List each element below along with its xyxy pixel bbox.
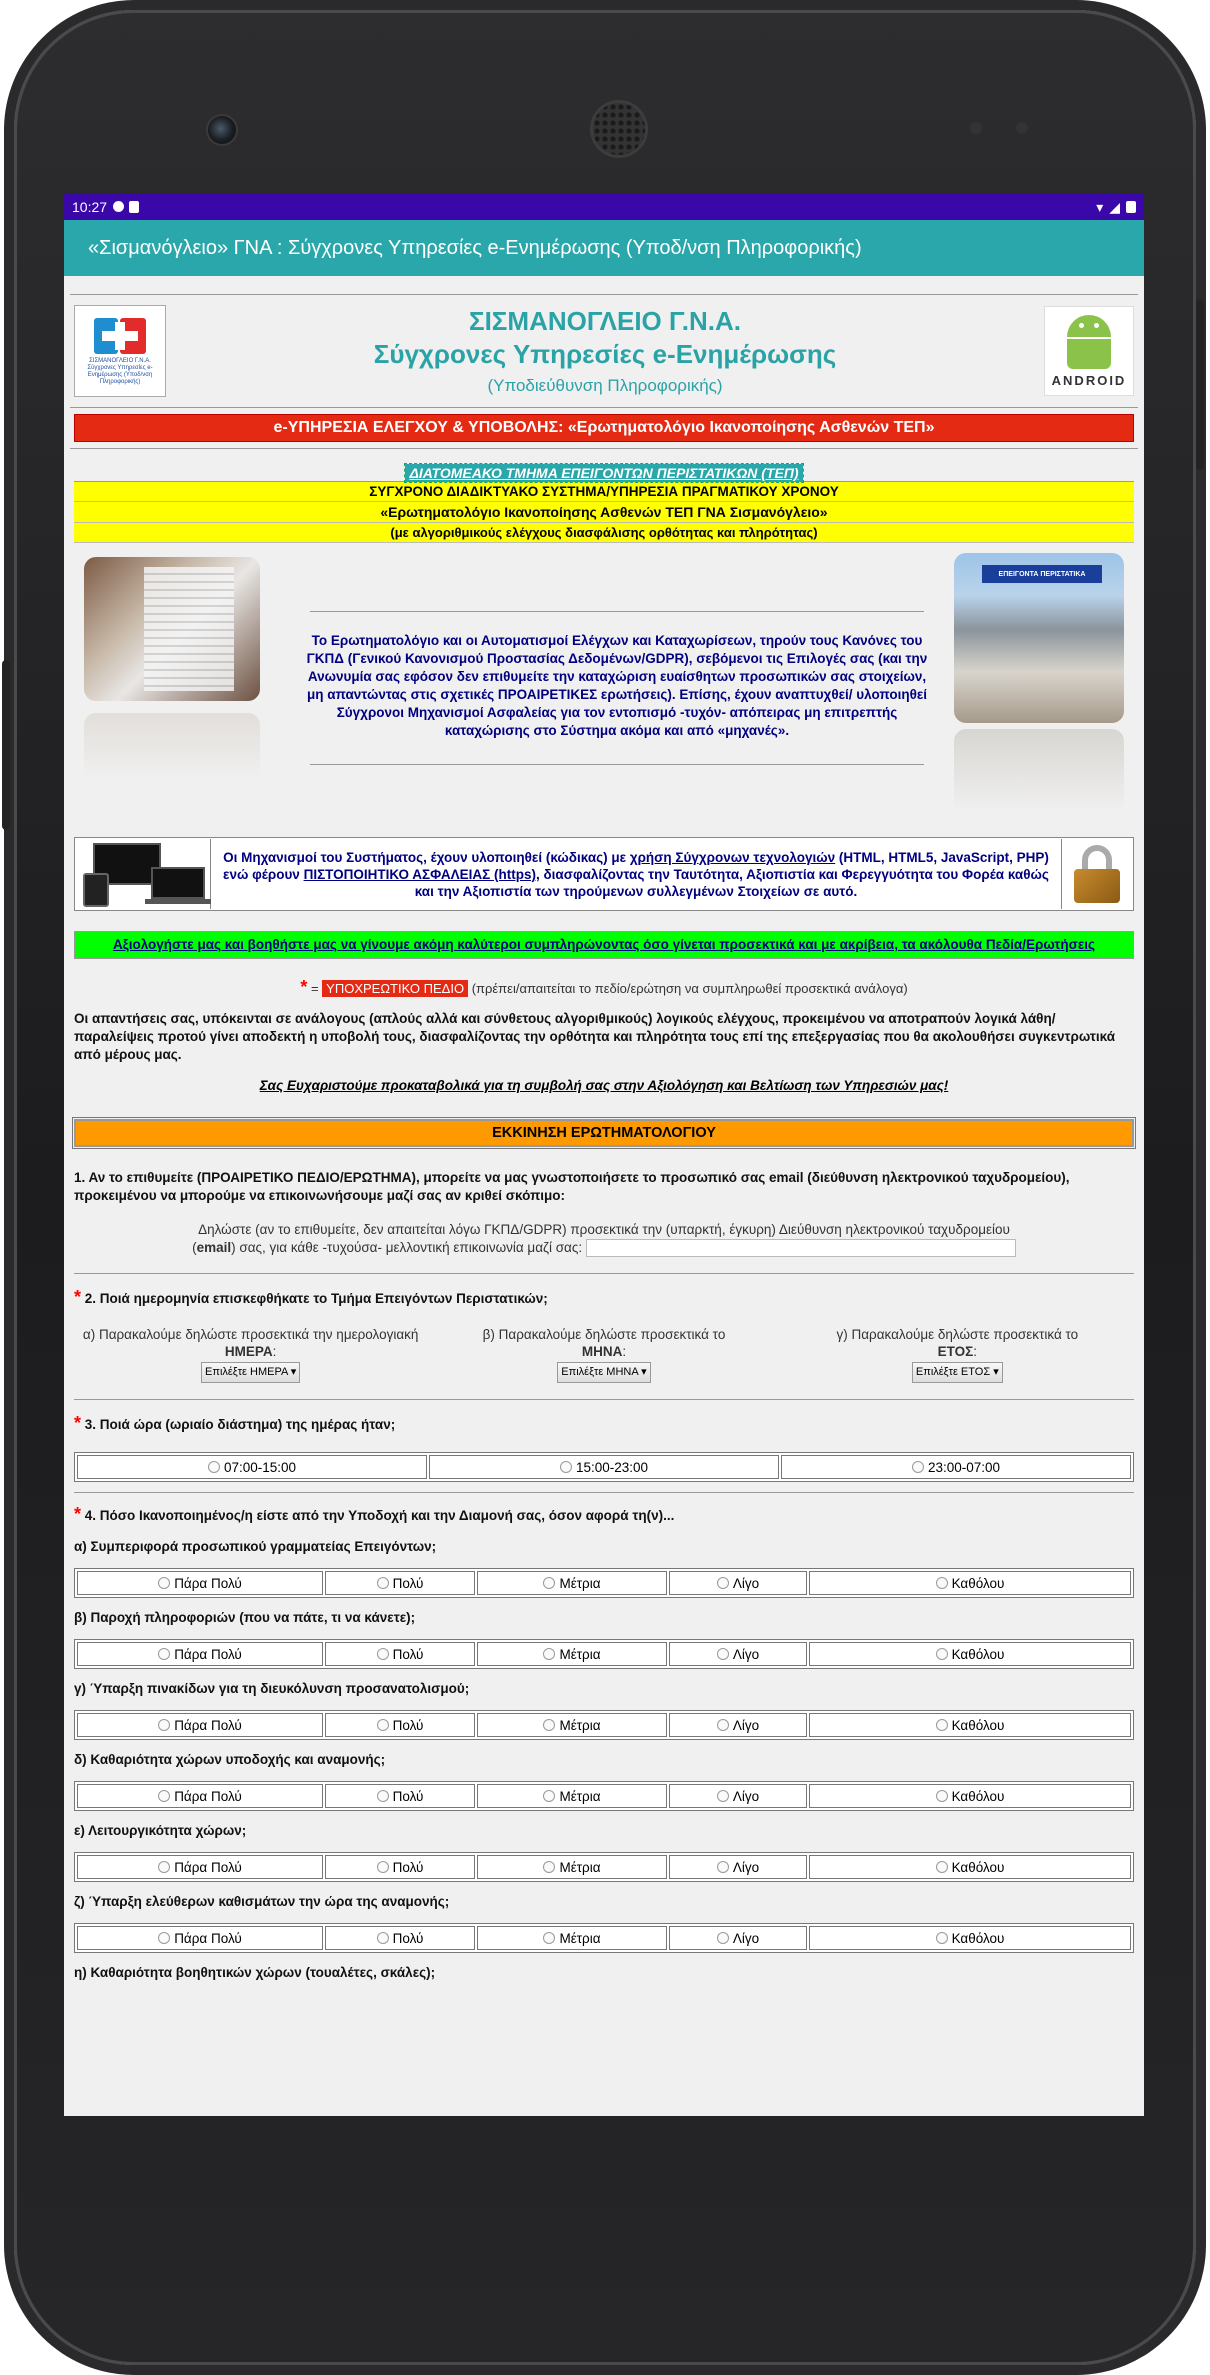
rating-item-label: δ) Καθαριότητα χώρων υποδοχής και αναμονής; (74, 1752, 386, 1768)
radio-icon[interactable] (936, 1790, 948, 1802)
radio-icon[interactable] (936, 1861, 948, 1873)
radio-icon[interactable] (158, 1648, 170, 1660)
thanks-note: Σας Ευχαριστούμε προκαταβολικά για τη συμβολή σας στην Αξιολόγηση και Βελτίωση των Υπηρεσιών μας! (259, 1078, 949, 1093)
radio-icon[interactable] (936, 1719, 948, 1731)
er-entrance-photo-reflection (954, 729, 1124, 821)
radio-icon[interactable] (543, 1861, 555, 1873)
site-title (374, 306, 837, 396)
system-info-line3: (με αλγοριθμικούς ελέγχους διασφάλισης ορθότητας και πληρότητας) (74, 523, 1134, 543)
app-bar (64, 220, 1144, 276)
radio-icon[interactable] (377, 1719, 389, 1731)
rating-item-label: α) Συμπεριφορά προσωπικού γραμματείας Επειγόντων; (74, 1539, 437, 1555)
rating-option[interactable]: Καθόλου (809, 1571, 1131, 1595)
padlock-icon (1061, 839, 1133, 909)
rating-option[interactable]: Λίγο (669, 1642, 807, 1666)
time-option[interactable]: 15:00-23:00 (429, 1455, 779, 1479)
rating-option[interactable]: Πάρα Πολύ (77, 1855, 323, 1879)
year-group: γ) Παρακαλούμε δηλώστε προσεκτικά το ΕΤΟΣ: Επιλέξτε ΕΤΟΣ ▾ (781, 1326, 1134, 1383)
rating-option[interactable]: Μέτρια (477, 1855, 667, 1879)
earpiece-speaker (590, 100, 648, 158)
question-4-title: * 4. Πόσο Ικανοποιημένος/η είστε από την Υποδοχή και την Διαμονή σας, όσον αφορά τη(ν)... (74, 1504, 675, 1525)
rating-option[interactable]: Πάρα Πολύ (77, 1642, 323, 1666)
divider (74, 1273, 1134, 1274)
email-row: Δηλώστε (αν το επιθυμείτε, δεν απαιτείται λόγω ΓΚΠΔ/GDPR) προσεκτικά την (υπαρκτή, έγκυρη) Διεύθυνση ηλεκτρονικού ταχυδρομείου (email) σας, για κάθε -τυχούσα- μελλοντική επικοινωνία μαζί σας: (74, 1221, 1134, 1257)
gdpr-section (70, 553, 1138, 821)
radio-icon[interactable] (543, 1790, 555, 1802)
power-button[interactable] (1196, 300, 1204, 470)
department-heading (70, 465, 1138, 481)
radio-icon[interactable] (208, 1461, 220, 1473)
month-group: β) Παρακαλούμε δηλώστε προσεκτικά το ΜΗΝΑ: Επιλέξτε ΜΗΝΑ ▾ (427, 1326, 780, 1383)
chevron-down-icon: ▾ (993, 1366, 999, 1379)
radio-icon[interactable] (543, 1648, 555, 1660)
rating-option[interactable]: Καθόλου (809, 1926, 1131, 1950)
device-screen (64, 194, 1144, 2116)
technology-text: Οι Μηχανισμοί του Συστήματος, έχουν υλοποιηθεί (κώδικας) με χρήση Σύγχρονων τεχνολογιών (HTML, HTML5, JavaScript, PHP) ενώ φέρουν ΠΙΣΤΟΠΟΙΗΤΙΚΟ ΑΣΦΑΛΕΙΑΣ (https), διασφαλίζοντας την Ταυτότητα, Αξιοπιστία και Φερεγγυότητα του Φορέα καθώς και την Αξιοπιστία των τηρούμενων συλλεγμένων Στοιχείων σε αυτό. (223, 849, 1049, 899)
required-badge: ΥΠΟΧΡΕΩΤΙΚΟ ΠΕΔΙΟ (322, 980, 468, 997)
radio-icon[interactable] (912, 1461, 924, 1473)
question-3-title: * 3. Ποιά ώρα (ωριαίο διάστημα) της ημέρας ήταν; (74, 1413, 396, 1434)
system-info-line2: «Ερωτηματολόγιο Ικανοποίησης Ασθενών ΤΕΠ ΓΝΑ Σισμανόγλειο» (74, 502, 1134, 523)
radio-icon[interactable] (543, 1932, 555, 1944)
radio-icon[interactable] (158, 1790, 170, 1802)
radio-icon[interactable] (377, 1861, 389, 1873)
rating-option[interactable]: Καθόλου (809, 1642, 1131, 1666)
rating-option[interactable]: Λίγο (669, 1713, 807, 1737)
app-title: «Σισμανόγλειο» ΓΝΑ : Σύγχρονες Υπηρεσίες e-Ενημέρωσης (Υποδ/νση Πληροφορικής) (88, 236, 862, 259)
chevron-down-icon: ▾ (290, 1366, 297, 1379)
radio-icon[interactable] (717, 1861, 729, 1873)
site-subtitle: (Υποδιεύθυνση Πληροφορικής) (487, 376, 723, 395)
rating-option[interactable]: Πάρα Πολύ (77, 1571, 323, 1595)
rating-option[interactable]: Μέτρια (477, 1642, 667, 1666)
year-select[interactable]: Επιλέξτε ΕΤΟΣ ▾ (912, 1362, 1003, 1383)
rating-item-label: η) Καθαριότητα βοηθητικών χώρων (τουαλέτες, σκάλες); (74, 1965, 436, 1981)
rating-item-label: ε) Λειτουργικότητα χώρων; (74, 1823, 247, 1839)
rating-option[interactable]: Πολύ (325, 1713, 475, 1737)
radio-icon[interactable] (377, 1790, 389, 1802)
rating-option[interactable]: Λίγο (669, 1784, 807, 1808)
radio-icon[interactable] (717, 1790, 729, 1802)
cross-icon (90, 316, 150, 356)
battery-icon (1126, 201, 1136, 213)
radio-icon[interactable] (717, 1577, 729, 1589)
android-label: ANDROID (1051, 372, 1127, 388)
chevron-down-icon: ▾ (641, 1366, 647, 1379)
radio-icon[interactable] (543, 1577, 555, 1589)
start-questionnaire-banner: ΕΚΚΙΝΗΣΗ ΕΡΩΤΗΜΑΤΟΛΟΓΙΟΥ (74, 1119, 1134, 1147)
divider (310, 611, 924, 612)
rating-option[interactable]: Καθόλου (809, 1784, 1131, 1808)
radio-icon[interactable] (377, 1577, 389, 1589)
entrance-sign: ΕΠΕΙΓΟΝΤΑ ΠΕΡΙΣΤΑΤΙΚΑ (982, 565, 1102, 583)
wifi-icon: ▾ (1096, 198, 1104, 215)
site-title-line1: ΣΙΣΜΑΝΟΓΛΕΙΟ Γ.Ν.Α. (468, 306, 741, 336)
divider (74, 1492, 1134, 1493)
radio-icon[interactable] (158, 1861, 170, 1873)
question-1-title: 1. Αν το επιθυμείτε (ΠΡΟΑΙΡΕΤΙΚΟ ΠΕΔΙΟ/ΕΡΩΤΗΜΑ), μπορείτε να μας γνωστοποιήσετε το προσωπικό σας email (διεύθυνση ηλεκτρονικού ταχυδρομείου), προκειμένου να μπορούμε να επικοινωνήσουμε μαζί σας αν κριθεί σκόπιμο: (74, 1170, 1070, 1203)
er-door-photo-reflection (84, 713, 260, 793)
question-2-title: * 2. Ποιά ημερομηνία επισκεφθήκατε το Τμήμα Επειγόντων Περιστατικών; (74, 1287, 548, 1308)
date-selectors (74, 1326, 1134, 1383)
rating-option[interactable]: Καθόλου (809, 1713, 1131, 1737)
rating-scale-row (74, 1852, 1134, 1882)
radio-icon[interactable] (560, 1461, 572, 1473)
rating-option[interactable]: Πάρα Πολύ (77, 1713, 323, 1737)
rating-item-label: ζ) Ύπαρξη ελεύθερων καθισμάτων την ώρα της αναμονής; (74, 1894, 450, 1910)
divider (310, 764, 924, 765)
rating-option[interactable]: Μέτρια (477, 1571, 667, 1595)
page-content (64, 276, 1144, 1980)
answers-note: Οι απαντήσεις σας, υπόκεινται σε ανάλογους (απλούς αλλά και σύνθετους αλγοριθμικούς) λογικούς ελέγχους, προκειμένου να αποτραπούν λογικά λάθη/παραλείψεις προτού γίνει αποδεκτή η υποβολή τους, διασφαλίζοντας την ορθότητα και πληρότητα τους επί της επεξεργασίας που θα ακολουθήσει συγκεντρωτικά από μέρους μας. (74, 1011, 1116, 1062)
time-range-options (74, 1452, 1134, 1482)
volume-button[interactable] (2, 660, 10, 830)
rating-item-label: γ) Ύπαρξη πινακίδων για τη διευκόλυνση προσανατολισμού; (74, 1681, 470, 1697)
technology-notice (74, 837, 1134, 911)
month-select[interactable]: Επιλέξτε ΜΗΝΑ ▾ (557, 1362, 650, 1383)
light-sensor (1016, 122, 1028, 134)
hospital-logo (74, 305, 166, 397)
signal-icon: ◢ (1109, 198, 1120, 215)
question-4-items (74, 1539, 1134, 1980)
devices-icon (75, 839, 211, 909)
rating-option[interactable]: Μέτρια (477, 1713, 667, 1737)
question-3 (74, 1414, 1134, 1493)
radio-icon[interactable] (936, 1932, 948, 1944)
er-entrance-photo (954, 553, 1124, 723)
radio-icon[interactable] (543, 1719, 555, 1731)
site-title-line2: Σύγχρονες Υπηρεσίες e-Ενημέρωσης (373, 339, 837, 369)
rating-option[interactable]: Πολύ (325, 1855, 475, 1879)
rating-option[interactable]: Πάρα Πολύ (77, 1926, 323, 1950)
department-link[interactable]: ΔΙΑΤΟΜΕΑΚΟ ΤΜΗΜΑ ΕΠΕΙΓΟΝΤΩΝ ΠΕΡΙΣΤΑΤΙΚΩΝ (ΤΕΠ) (405, 464, 802, 482)
certificate-link[interactable]: ΠΙΣΤΟΠΟΙΗΤΙΚΟ ΑΣΦΑΛΕΙΑΣ (https) (303, 866, 536, 882)
service-title-banner: e-ΥΠΗΡΕΣΙΑ ΕΛΕΓΧΟΥ & ΥΠΟΒΟΛΗΣ: «Ερωτηματολόγιο Ικανοποίησης Ασθενών ΤΕΠ» (74, 414, 1134, 442)
rating-option[interactable]: Λίγο (669, 1571, 807, 1595)
radio-icon[interactable] (158, 1719, 170, 1731)
android-app-link[interactable] (1044, 306, 1134, 396)
radio-icon[interactable] (936, 1648, 948, 1660)
radio-icon[interactable] (377, 1932, 389, 1944)
rating-option[interactable]: Πολύ (325, 1571, 475, 1595)
email-input[interactable] (586, 1239, 1016, 1257)
day-select[interactable]: Επιλέξτε ΗΜΕΡΑ ▾ (201, 1362, 300, 1383)
required-star-icon: * (300, 977, 308, 997)
rating-scale-row (74, 1781, 1134, 1811)
system-info-line1: ΣΥΓΧΡΟΝΟ ΔΙΑΔΙΚΤΥΑΚΟ ΣΥΣΤΗΜΑ/ΥΠΗΡΕΣΙΑ ΠΡΑΓΜΑΤΙΚΟΥ ΧΡΟΝΟΥ (74, 482, 1134, 502)
rating-option[interactable]: Πάρα Πολύ (77, 1784, 323, 1808)
divider (74, 1399, 1134, 1400)
status-time: 10:27 (72, 199, 108, 215)
radio-icon[interactable] (717, 1719, 729, 1731)
rating-option[interactable]: Μέτρια (477, 1784, 667, 1808)
gdpr-text: Το Ερωτηματολόγιο και οι Αυτοματισμοί Ελέγχων και Καταχωρίσεων, τηρούν τους Κανόνες του ΓΚΠΔ (Γενικού Κανονισμού Προστασίας Δεδομένων/GDPR), σεβόμενοι τις Επιλογές σας (και την Ανωνυμία σας εφόσον δεν επιθυμείτε την καταχώριση ευαίσθητων προσωπικών σας στοιχείων, μη απαντώντας στις σχετικές ΠΡΟΑΙΡΕΤΙΚΕΣ ερωτήσεις). Επίσης, έχουν αναπτυχθεί/ υλοποιηθεί Σύγχρονοι Μηχανισμοί Ασφαλείας για τον εντοπισμό -τυχόν- απόπειρας μη επιτρεπτής καταχώρισης στο Σύστημα ακόμα και από «μηχανές». (306, 633, 928, 738)
status-bar (64, 194, 1144, 220)
rating-option[interactable]: Μέτρια (477, 1926, 667, 1950)
day-group: α) Παρακαλούμε δηλώστε προσεκτικά την ημερολογιακή ΗΜΕΡΑ: Επιλέξτε ΗΜΕΡΑ ▾ (74, 1326, 427, 1383)
question-2 (74, 1288, 1134, 1400)
time-option[interactable]: 23:00-07:00 (781, 1455, 1131, 1479)
rating-scale-row (74, 1923, 1134, 1953)
divider (70, 294, 1138, 295)
technologies-link[interactable]: χρήση Σύγχρονων τεχνολογιών (629, 849, 836, 865)
rating-option[interactable]: Πολύ (325, 1926, 475, 1950)
radio-icon[interactable] (158, 1932, 170, 1944)
question-4 (74, 1505, 1134, 1980)
divider (70, 448, 1138, 449)
rating-option[interactable]: Λίγο (669, 1926, 807, 1950)
rating-option[interactable]: Λίγο (669, 1855, 807, 1879)
sim-icon (129, 201, 139, 213)
radio-icon[interactable] (377, 1648, 389, 1660)
radio-icon[interactable] (158, 1577, 170, 1589)
rating-option[interactable]: Πολύ (325, 1784, 475, 1808)
logo-caption: ΣΙΣΜΑΝΟΓΛΕΙΟ Γ.Ν.Α. Σύγχρονες Υπηρεσίες e-Ενημέρωσης (Υποδ/νση Πληροφορικής) (87, 358, 153, 385)
notification-icon (113, 201, 124, 212)
proximity-sensor (970, 122, 982, 134)
divider (70, 407, 1138, 408)
radio-icon[interactable] (717, 1648, 729, 1660)
radio-icon[interactable] (717, 1932, 729, 1944)
required-explanation: (πρέπει/απαιτείται το πεδίο/ερώτηση να συμπληρωθεί προσεκτικά ανάλογα) (468, 981, 908, 996)
site-header (70, 301, 1138, 401)
er-door-photo (84, 557, 260, 701)
rating-item-label: β) Παροχή πληροφοριών (που να πάτε, τι να κάνετε); (74, 1610, 416, 1626)
rating-scale-row (74, 1639, 1134, 1669)
system-info-box (74, 481, 1134, 543)
rating-scale-row (74, 1710, 1134, 1740)
time-option[interactable]: 07:00-15:00 (77, 1455, 427, 1479)
evaluation-banner: Αξιολογήστε μας και βοηθήστε μας να γίνουμε ακόμη καλύτεροι συμπληρώνοντας όσο γίνεται προσεκτικά και με ακρίβεια, τα ακόλουθα Πεδία/Ερωτήσεις (74, 931, 1134, 959)
rating-option[interactable]: Πολύ (325, 1642, 475, 1666)
radio-icon[interactable] (936, 1577, 948, 1589)
required-field-legend: * = ΥΠΟΧΡΕΩΤΙΚΟ ΠΕΔΙΟ (πρέπει/απαιτείται το πεδίο/ερώτηση να συμπληρωθεί προσεκτικά ανάλογα) (300, 977, 908, 997)
rating-scale-row (74, 1568, 1134, 1598)
front-camera (206, 114, 238, 146)
android-icon (1067, 315, 1111, 337)
rating-option[interactable]: Καθόλου (809, 1855, 1131, 1879)
question-1 (74, 1169, 1134, 1274)
